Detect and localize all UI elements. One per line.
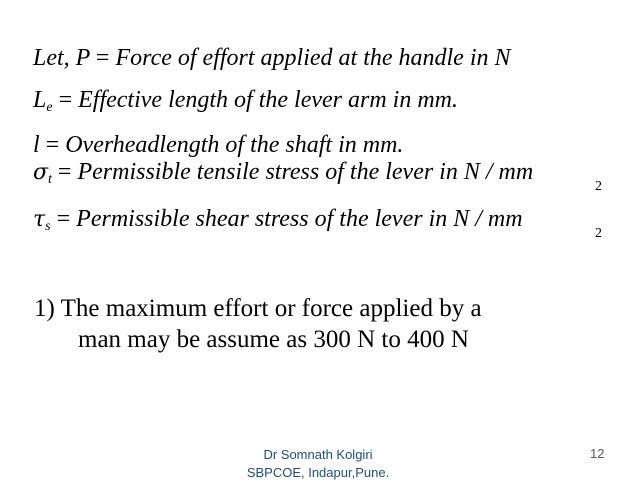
definition-sigma-t: [33, 159, 633, 194]
equals-sign: =: [58, 87, 79, 113]
equals-sign: =: [57, 159, 78, 185]
definition-text: Overheadlength of the shaft in mm.: [65, 132, 404, 158]
definition-text: Permissible tensile stress of the lever in N / mm: [77, 159, 534, 185]
definition-l: [33, 133, 403, 157]
subscript-t: t: [48, 172, 52, 187]
footer-author: Dr Somnath Kolgiri: [263, 447, 373, 462]
equals-sign: =: [45, 132, 66, 158]
symbol-l: L: [33, 87, 47, 113]
note-line-1: The maximum effort or force applied by a: [60, 295, 482, 322]
subscript-s: s: [45, 219, 51, 234]
definition-text: Effective length of the lever arm in mm.: [78, 87, 459, 113]
sigma-symbol: σ: [33, 160, 49, 185]
symbol-p: Let, P: [33, 45, 90, 71]
equals-sign: =: [95, 45, 116, 71]
definition-le: [33, 88, 458, 115]
note-number: 1): [34, 295, 55, 322]
exponent-2: 2: [595, 226, 602, 241]
definition-text: Force of effort applied at the handle in N: [115, 45, 511, 71]
page-number: 12: [590, 446, 605, 461]
footer: [228, 446, 408, 482]
tau-symbol: τ: [33, 207, 46, 232]
subscript-e: e: [46, 100, 53, 115]
definition-tau-s: [33, 206, 633, 241]
note-line-2: man may be assume as 300 N to 400 N: [78, 326, 469, 353]
symbol-l-small: l: [33, 132, 40, 158]
definition-let-p: [33, 46, 511, 70]
equals-sign: =: [56, 206, 77, 232]
footer-institution: SBPCOE, Indapur,Pune.: [246, 465, 390, 480]
note-point-1: [34, 293, 482, 355]
exponent-2: 2: [595, 179, 602, 194]
definition-text: Permissible shear stress of the lever in N / mm: [76, 206, 523, 232]
